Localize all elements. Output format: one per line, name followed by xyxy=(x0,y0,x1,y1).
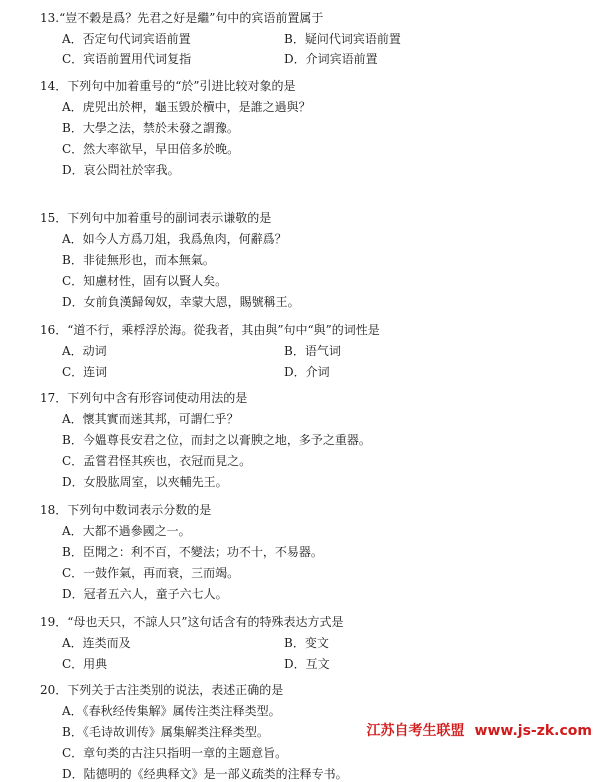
answer-option: B．大學之法，禁於未發之謂豫。 xyxy=(62,121,239,135)
answer-option: C．孟嘗君怪其疾也，衣冠而見之。 xyxy=(62,454,252,468)
answer-option: A．虎兕出於柙，龜玉毀於櫝中，是誰之過與？ xyxy=(62,100,311,114)
answer-option: A．否定句代词宾语前置 xyxy=(62,32,191,46)
question-stem: 18．下列句中数词表示分数的是 xyxy=(40,503,212,517)
answer-option: D．哀公問社於宰我。 xyxy=(62,163,180,177)
question-stem: 19．“母也天只，不諒人只”这句话含有的特殊表达方式是 xyxy=(40,615,344,629)
answer-option: C．章句类的古注只指明一章的主题意旨。 xyxy=(62,746,288,760)
watermark xyxy=(367,720,592,740)
answer-option: C．用典 xyxy=(62,657,108,671)
answer-option: C．宾语前置用代词复指 xyxy=(62,52,192,66)
answer-option: C．然大率欲早，早田倍多於晚。 xyxy=(62,142,240,156)
answer-option: D．介词宾语前置 xyxy=(284,52,378,66)
answer-option: A．大都不過參國之一。 xyxy=(62,524,191,538)
answer-option: A．连类而及 xyxy=(62,636,131,650)
answer-option: D．陆德明的《经典释文》是一部义疏类的注释专书。 xyxy=(62,767,348,781)
answer-option: C．一鼓作氣，再而衰，三而竭。 xyxy=(62,566,240,580)
answer-option: D．互文 xyxy=(284,657,330,671)
answer-option: B．《毛诗故训传》属集解类注释类型。 xyxy=(62,725,269,739)
answer-option: D．女前負漢歸匈奴，幸蒙大恩，賜號稱王。 xyxy=(62,295,300,309)
answer-option: A．懷其實而迷其邦，可謂仁乎？ xyxy=(62,412,239,426)
answer-option: A．《春秋经传集解》属传注类注释类型。 xyxy=(62,704,281,718)
watermark-site-name: 江苏自考生联盟 xyxy=(366,723,465,739)
answer-option: D．介词 xyxy=(284,365,330,379)
question-stem: 20．下列关于古注类别的说法，表述正确的是 xyxy=(40,683,284,697)
question-stem: 16．“道不行，乘桴浮於海。從我者，其由與”句中“與”的词性是 xyxy=(40,323,380,337)
answer-option: D．冠者五六人，童子六七人。 xyxy=(62,587,228,601)
answer-option: B．臣聞之：利不百，不變法；功不十，不易器。 xyxy=(62,545,323,559)
question-stem: 13.“豈不穀是爲？先君之好是繼”句中的宾语前置属于 xyxy=(40,11,324,25)
answer-option: C．知慮材性，固有以賢人矣。 xyxy=(62,274,228,288)
answer-option: B．非徒無形也，而本無氣。 xyxy=(62,253,215,267)
answer-option: B．变文 xyxy=(284,636,329,650)
answer-option: C．连词 xyxy=(62,365,108,379)
answer-option: D．女股肱周室，以夾輔先王。 xyxy=(62,475,228,489)
answer-option: A．如今人方爲刀俎，我爲魚肉，何辭爲？ xyxy=(62,232,287,246)
answer-option: B．语气词 xyxy=(284,344,341,358)
answer-option: A．动词 xyxy=(62,344,107,358)
watermark-url: www.js-zk.com xyxy=(474,723,592,739)
question-stem: 14．下列句中加着重号的“於”引进比较对象的是 xyxy=(40,79,296,93)
answer-option: B．疑问代词宾语前置 xyxy=(284,32,401,46)
question-stem: 15．下列句中加着重号的副词表示谦敬的是 xyxy=(40,211,272,225)
question-stem: 17．下列句中含有形容词使动用法的是 xyxy=(40,391,248,405)
answer-option: B．今媼尊長安君之位，而封之以膏腴之地，多予之重器。 xyxy=(62,433,371,447)
